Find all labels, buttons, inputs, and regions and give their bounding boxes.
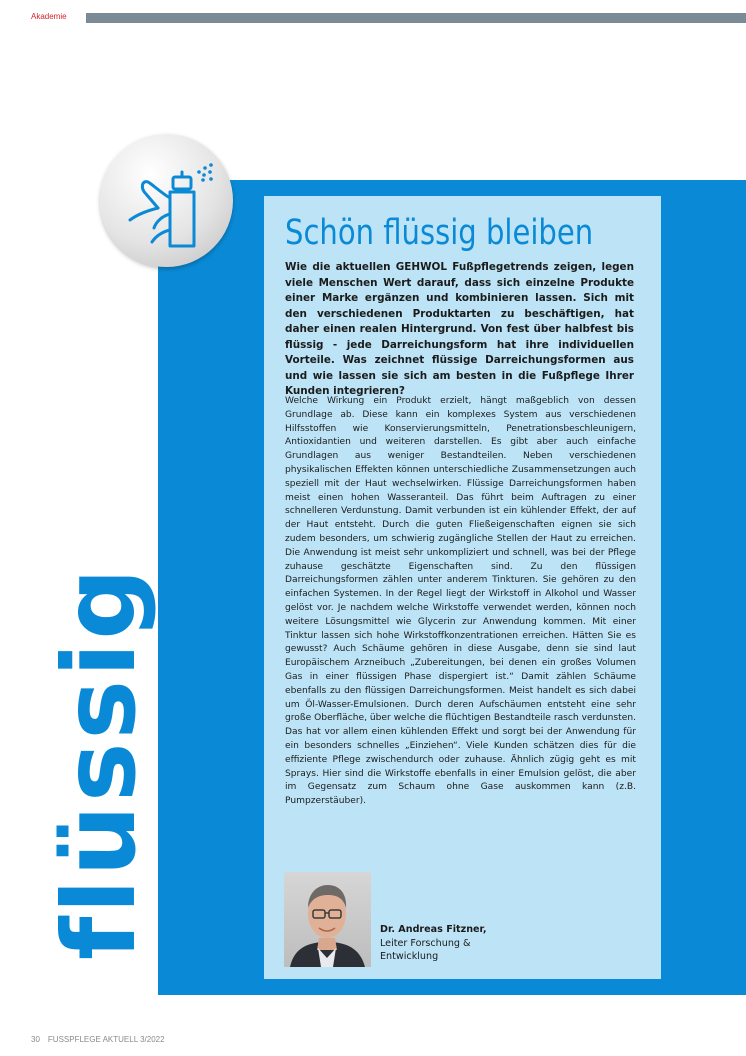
author-portrait — [284, 872, 371, 967]
article-lead: Wie die aktuellen GEHWOL Fußpflegetrends zeigen, legen viele Menschen Wert darauf, dass sich einzelne Produkte einer Marke ergänzen und kombinieren lassen. Sich mit den verschiedenen Produktarten zu beschäftigen, hat daher einen realen Hintergrund. Von fest über halbfest bis flüssig - jede Darreichungsform hat ihre individuellen Vorteile. Was zeichnet flüssige Darreichungsformen aus und wie lassen sie sich am besten in die Fußpflege Ihrer Kunden integrieren? — [285, 261, 634, 397]
author-credit — [380, 923, 580, 964]
publication-name: FUSSPFLEGE AKTUELL 3/2022 — [47, 1035, 165, 1044]
section-label: Akademie — [31, 12, 67, 21]
author-name: Dr. Andreas Fitzner, — [380, 924, 487, 935]
author-role-line2: Entwicklung — [380, 951, 439, 962]
article-body: Welche Wirkung ein Produkt erzielt, hängt maßgeblich von dessen Grundlage ab. Diese kann ein komplexes System aus verschiedenen Hilfsstoffen wie Konservierungsmitteln, Penetrationsbeschleunigern, Antioxidantien und weiteren darstellen. Es gibt aber auch einfache Grundlagen aus weniger Bestandteilen. Neben verschiedenen physikalischen Effekten können unterschiedliche Zusammensetzungen auch speziell mit der Haut wechselwirken. Flüssige Darreichungsformen haben meist einen hohen Wasseranteil. Das führt beim Auftragen zu einer schnelleren Verdunstung. Damit verbunden ist ein kühlender Effekt, der auf der Haut entsteht. Durch die guten Fließeigenschaften eignen sie sich zudem besonders, um schwierig zugängliche Stellen der Haut zu erreichen. Die Anwendung ist meist sehr unkompliziert und schnell, was bei der Pflege zuhause geschätzte Eigenschaften sind. Zu den flüssigen Darreichungsformen zählen unter anderem Tinkturen. Sie gehören zu den einfachen Systemen. In der Regel liegt der Wirkstoff in Alkohol und Wasser gelöst vor. Je nachdem welche Wirkstoffe verwendet werden, können noch weitere Lösungsmittel wie Glycerin zur Anwendung kommen. Mit einer Tinktur lassen sich hohe Wirkstoffkonzentrationen erreichen. Hätten Sie es gewusst? Auch Schäume gehören in diese Ausgabe, denn sie sind laut Europäischem Arzneibuch „Zubereitungen, bei denen ein großes Volumen Gas in einer flüssigen Phase dispergiert ist.“ Damit zählen Schäume ebenfalls zu den flüssigen Darreichungsformen. Meist handelt es sich dabei um Öl-Wasser-Emulsionen. Durch deren Aufschäumen entsteht eine sehr große Oberfläche, über welche die flüchtigen Bestandteile rasch verdunsten. Das hat vor allem einen kühlenden Effekt und sorgt bei der Anwendung für ein besonders schnelles „Einziehen“. Viele Kunden schätzen dies für die effiziente Pflege zwischendurch oder zuhause. Ähnlich zügig geht es mit Sprays. Hier sind die Wirkstoffe ebenfalls in einer Emulsion gelöst, die aber im Gegensatz zum Schaum ohne Gase auskommen kann (z.B. Pumpzerstäuber). — [285, 396, 636, 807]
header-bar — [86, 13, 746, 23]
vertical-word-fluessig: flüssig — [41, 565, 158, 960]
author-role-line1: Leiter Forschung & — [380, 937, 471, 949]
author-portrait-image — [284, 872, 371, 967]
spray-bottle-in-hand-icon — [100, 134, 233, 267]
page-number: 30 — [31, 1035, 40, 1044]
article-title: Schön flüssig bleiben — [285, 213, 594, 253]
spray-icon-graphic — [100, 134, 233, 267]
page-footer — [31, 1035, 173, 1044]
